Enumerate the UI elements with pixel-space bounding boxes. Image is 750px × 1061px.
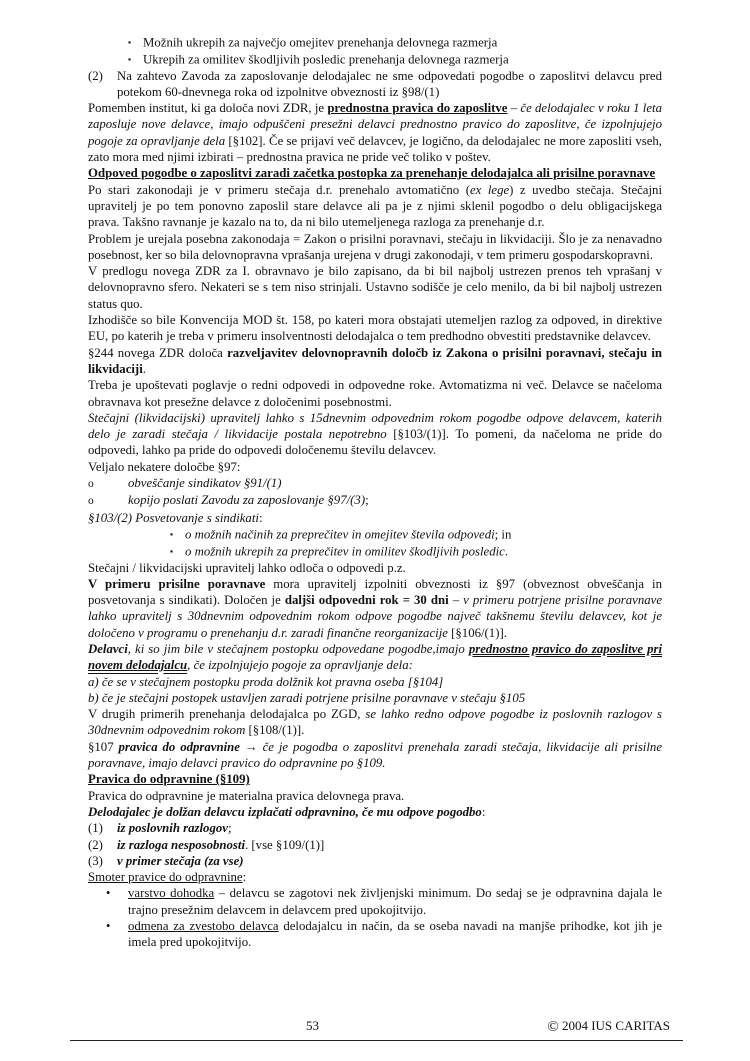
page-footer <box>0 1018 750 1038</box>
paragraph <box>88 739 662 772</box>
list-item <box>88 34 662 51</box>
text-run: §244 novega ZDR določa <box>88 345 228 360</box>
text-run: Delodajalec je dolžan delavcu izplačati odpravnino, če mu odpove pogodbo <box>88 804 482 819</box>
paragraph <box>88 377 662 410</box>
paragraph <box>88 576 662 641</box>
text-run: iz razloga nesposobnosti <box>117 837 246 852</box>
text-run: Ukrepih za omilitev škodljivih posledic prenehanja delovnega razmerja <box>143 52 509 67</box>
text-run: ; <box>227 821 232 836</box>
text-run: odmena za zvestobo delavca <box>128 919 279 934</box>
list-item <box>88 543 662 560</box>
text-run: varstvo dohodka <box>128 886 215 901</box>
text-run: daljši odpovedni rok = 30 dni <box>284 593 449 608</box>
text-run: [§108/(1)]. <box>245 723 305 738</box>
text-run: Na zahtevo Zavoda za zaposlovanje delodajalec ne sme odpovedati pogodbe o zaposlitvi delavcu pred potekom 60-dnevnega roka od izpolnitve obveznosti iz §98/(1) <box>117 68 662 99</box>
footer-divider <box>70 1040 683 1041</box>
text-run: Delavci <box>88 641 128 656</box>
list-item <box>88 475 662 492</box>
text-run: – <box>448 593 464 608</box>
text-run: , ki so jim bile v stečajnem postopku odpovedane pogodbe,imajo <box>127 641 469 656</box>
text-run: V drugih primerih prenehanja delodajalca po ZGD, <box>88 707 366 722</box>
paragraph <box>88 410 662 459</box>
text-run: b) če je stečajni postopek ustavljen zaradi potrjene prisilne poravnave v stečaju §105 <box>88 690 526 705</box>
text-run: Pravica do odpravnine (§109) <box>88 772 250 787</box>
paragraph <box>88 690 662 706</box>
text-run: : <box>481 804 486 819</box>
page-number: 53 <box>306 1018 319 1033</box>
copyright-text: 2004 IUS CARITAS <box>561 1018 670 1033</box>
text-run: ex lege <box>469 182 510 197</box>
paragraph <box>88 312 662 345</box>
list-marker: ▪ <box>128 37 132 47</box>
paragraph <box>88 706 662 739</box>
text-run: Izhodišče so bile Konvencija MOD št. 158, po kateri mora obstajati utemeljen razlog za odpoved, in direktive EU, po katerih je treba v primeru insolventnosti delodajalca o tem predhodno obvestiti predstavnike delavcev. <box>88 313 662 344</box>
text-run: ; in <box>494 527 512 542</box>
document-body <box>88 34 662 951</box>
list-marker: ▪ <box>170 528 174 539</box>
text-run: ) z uvedbo stečaja. Stečajni upravitelj je po tem ponovno zaposlil stare delavce ali pa je z njimi sklenil pogodbo o delu obligacijskega prava. Takšno ravnanje je kazalo na to, da ni bilo utemeljenega razloga za prenehanje d.r. <box>88 182 663 230</box>
list-marker: o <box>88 495 94 508</box>
text-run: V predlogu novega ZDR za I. obravnavo je bilo zapisano, da bi bil najbolj ustrezen prenos teh vprašanj v delovnopravno sfero. Nekateri se s tem niso strinjali. Ustavno sodišče je celo menilo, da bi bil najbolj ustrezen status quo. <box>88 264 662 311</box>
paragraph <box>88 263 662 312</box>
text-run: Po stari zakonodaji je v primeru stečaja d.r. prenehalo avtomatično ( <box>88 182 470 197</box>
list-item <box>88 918 662 951</box>
list-marker: o <box>88 478 94 491</box>
heading <box>88 771 662 787</box>
text-run: kopijo poslati Zavodu za zaposlovanje §97/(3) <box>128 493 366 508</box>
text-run: [§102]. Če se prijavi več delavcev, je logično, da delodajalec ne more zaposliti vseh, zato mora med njimi izbirati – prednostna pravica ne pride več toliko v poštev. <box>88 133 662 165</box>
text-run: [§106/(1)]. <box>447 625 507 640</box>
text-run: o možnih ukrepih za preprečitev in omilitev škodljivih posledic <box>185 544 505 559</box>
text-run: Problem je urejala posebna zakonodaja = Zakon o prisilni poravnavi, stečaju in likvidaciji. Šlo je za nenavadno posebnost, ker so bila delovnopravna vprašanja urejena v drugi zakonodaji, v tem primeru gospodarskopravni. <box>88 231 662 262</box>
text-run: . <box>142 361 146 376</box>
text-run: . <box>504 544 509 559</box>
paragraph <box>88 869 662 885</box>
text-run: razveljavitev delovnopravnih določb iz Zakona o prisilni poravnavi, stečaju in likvidaciji <box>88 345 662 376</box>
list-item <box>88 820 662 836</box>
text-run: §107 <box>88 739 119 754</box>
text-run: . [vse §109/(1)] <box>245 837 325 852</box>
list-item <box>88 885 662 918</box>
list-item <box>88 492 662 509</box>
text-run: Veljalo nekatere določbe §97: <box>88 459 241 474</box>
text-run: [§103/(1)]. To pomeni, da načeloma ne pride do odpovedi, lahko pa pride do odpovedi določenemu številu delavcev. <box>88 427 662 458</box>
paragraph <box>88 231 662 264</box>
paragraph <box>88 100 662 165</box>
text-run: : <box>258 510 263 525</box>
text-run: če je pogodba o zaposlitvi prenehala zaradi stečaja, likvidacije ali prisilne poravnave, imajo delavci pravico do odpravnine po §109. <box>88 739 662 771</box>
list-item <box>88 837 662 853</box>
paragraph <box>88 182 662 231</box>
text-run: Pravica do odpravnine je materialna pravica delovnega prava. <box>88 788 405 803</box>
paragraph <box>88 560 662 576</box>
list-item <box>88 68 662 101</box>
text-run: , če izpolnjujejo pogoje za opravljanje dela: <box>187 658 413 673</box>
list-item <box>88 526 662 543</box>
paragraph <box>88 641 662 674</box>
text-run: Stečajni (likvidacijski) upravitelj lahko s 15dnevnim odpovednim rokom pogodbe odpove delavcem, katerih delo je zaradi stečaja / likvidacije postala nepotrebno <box>88 410 662 442</box>
list-item <box>88 51 662 68</box>
list-marker: • <box>106 919 111 934</box>
text-run: Smoter pravice do odpravnine <box>88 870 243 885</box>
list-marker: (1) <box>88 821 103 836</box>
text-run: obveščanje sindikatov §91/(1) <box>128 476 282 491</box>
text-run: v primer stečaja (za vse) <box>117 853 244 868</box>
copyright-icon: © <box>547 1019 559 1035</box>
copyright <box>547 1018 670 1036</box>
list-marker: ▪ <box>170 545 174 556</box>
list-marker: ▪ <box>128 53 132 64</box>
heading <box>88 165 662 181</box>
text-run: → <box>239 739 263 754</box>
text-run: : <box>242 870 247 885</box>
paragraph <box>88 788 662 804</box>
paragraph <box>88 674 662 690</box>
text-run: v primeru potrjene prisilne poravnave lahko upravitelj s 30dnevnim odpovednim rokom odpove pogodbe največ takšnemu številu delavcev, kot je določeno v programu o prenehanju d.r. zaradi finančne reorganizacije <box>88 593 662 640</box>
text-run: Pomemben institut, ki ga določa novi ZDR, je <box>88 101 328 116</box>
text-run: o možnih načinih za preprečitev in omejitev števila odpovedi <box>185 527 495 542</box>
text-run: Treba je upoštevati poglavje o redni odpovedi in odpovedne roke. Avtomatizma ni več. Delavce se načeloma obravnava kot presežne delavce z določenimi posebnostmi. <box>88 378 662 409</box>
text-run: Stečajni / likvidacijski upravitelj lahko odloča o odpovedi p.z. <box>88 560 406 575</box>
text-run: pravica do odpravnine <box>118 739 240 754</box>
list-marker: • <box>106 886 111 901</box>
text-run: – <box>507 101 521 116</box>
text-run: če delodajalec v roku 1 leta zaposluje nove delavce, imajo odpuščeni presežni delavci prednostno pravico do zaposlitve, če izpolnjujejo pogoje za opravljanje dela <box>88 101 662 148</box>
text-run: ; <box>365 493 369 508</box>
text-run: se lahko redno odpove pogodbe iz poslovnih razlogov s 30dnevnim odpovednim rokom <box>88 707 662 738</box>
list-marker: (3) <box>88 853 103 868</box>
list-item <box>88 853 662 869</box>
text-run: prednostno pravico do zaposlitve pri novem delodajalcu <box>88 641 662 673</box>
text-run: iz poslovnih razlogov <box>117 821 228 836</box>
text-run: Odpoved pogodbe o zaposlitvi zaradi začetka postopka za prenehanje delodajalca ali prisilne poravnave <box>88 166 656 181</box>
paragraph <box>88 459 662 475</box>
paragraph <box>88 510 662 526</box>
text-run: §103/(2) Posvetovanje s sindikati <box>88 510 259 525</box>
text-run: prednostna pravica do zaposlitve <box>327 101 508 116</box>
list-marker: (2) <box>88 68 103 83</box>
text-run: mora upravitelj izpolniti obveznosti iz §97 (obveznost obveščanja in posvetovanja s sindikati). Določen je <box>88 576 662 608</box>
text-run: Možnih ukrepih za največjo omejitev prenehanja delovnega razmerja <box>143 35 498 50</box>
text-run: V primeru prisilne poravnave <box>88 576 266 591</box>
list-marker: (2) <box>88 837 103 852</box>
text-run: a) če se v stečajnem postopku proda dolžnik kot pravna oseba [§104] <box>88 674 444 689</box>
paragraph <box>88 804 662 820</box>
paragraph <box>88 345 662 378</box>
text-run: delodajalcu in način, da se oseba navadi na manjše prihodke, kot jih je imela pred upokojitvijo. <box>128 919 662 950</box>
text-run: – delavcu se zagotovi nek življenjski minimum. Do sedaj se je odpravnina dajala le trajno presežnim delavcem in delavcem pred upokojitvijo. <box>128 886 663 917</box>
